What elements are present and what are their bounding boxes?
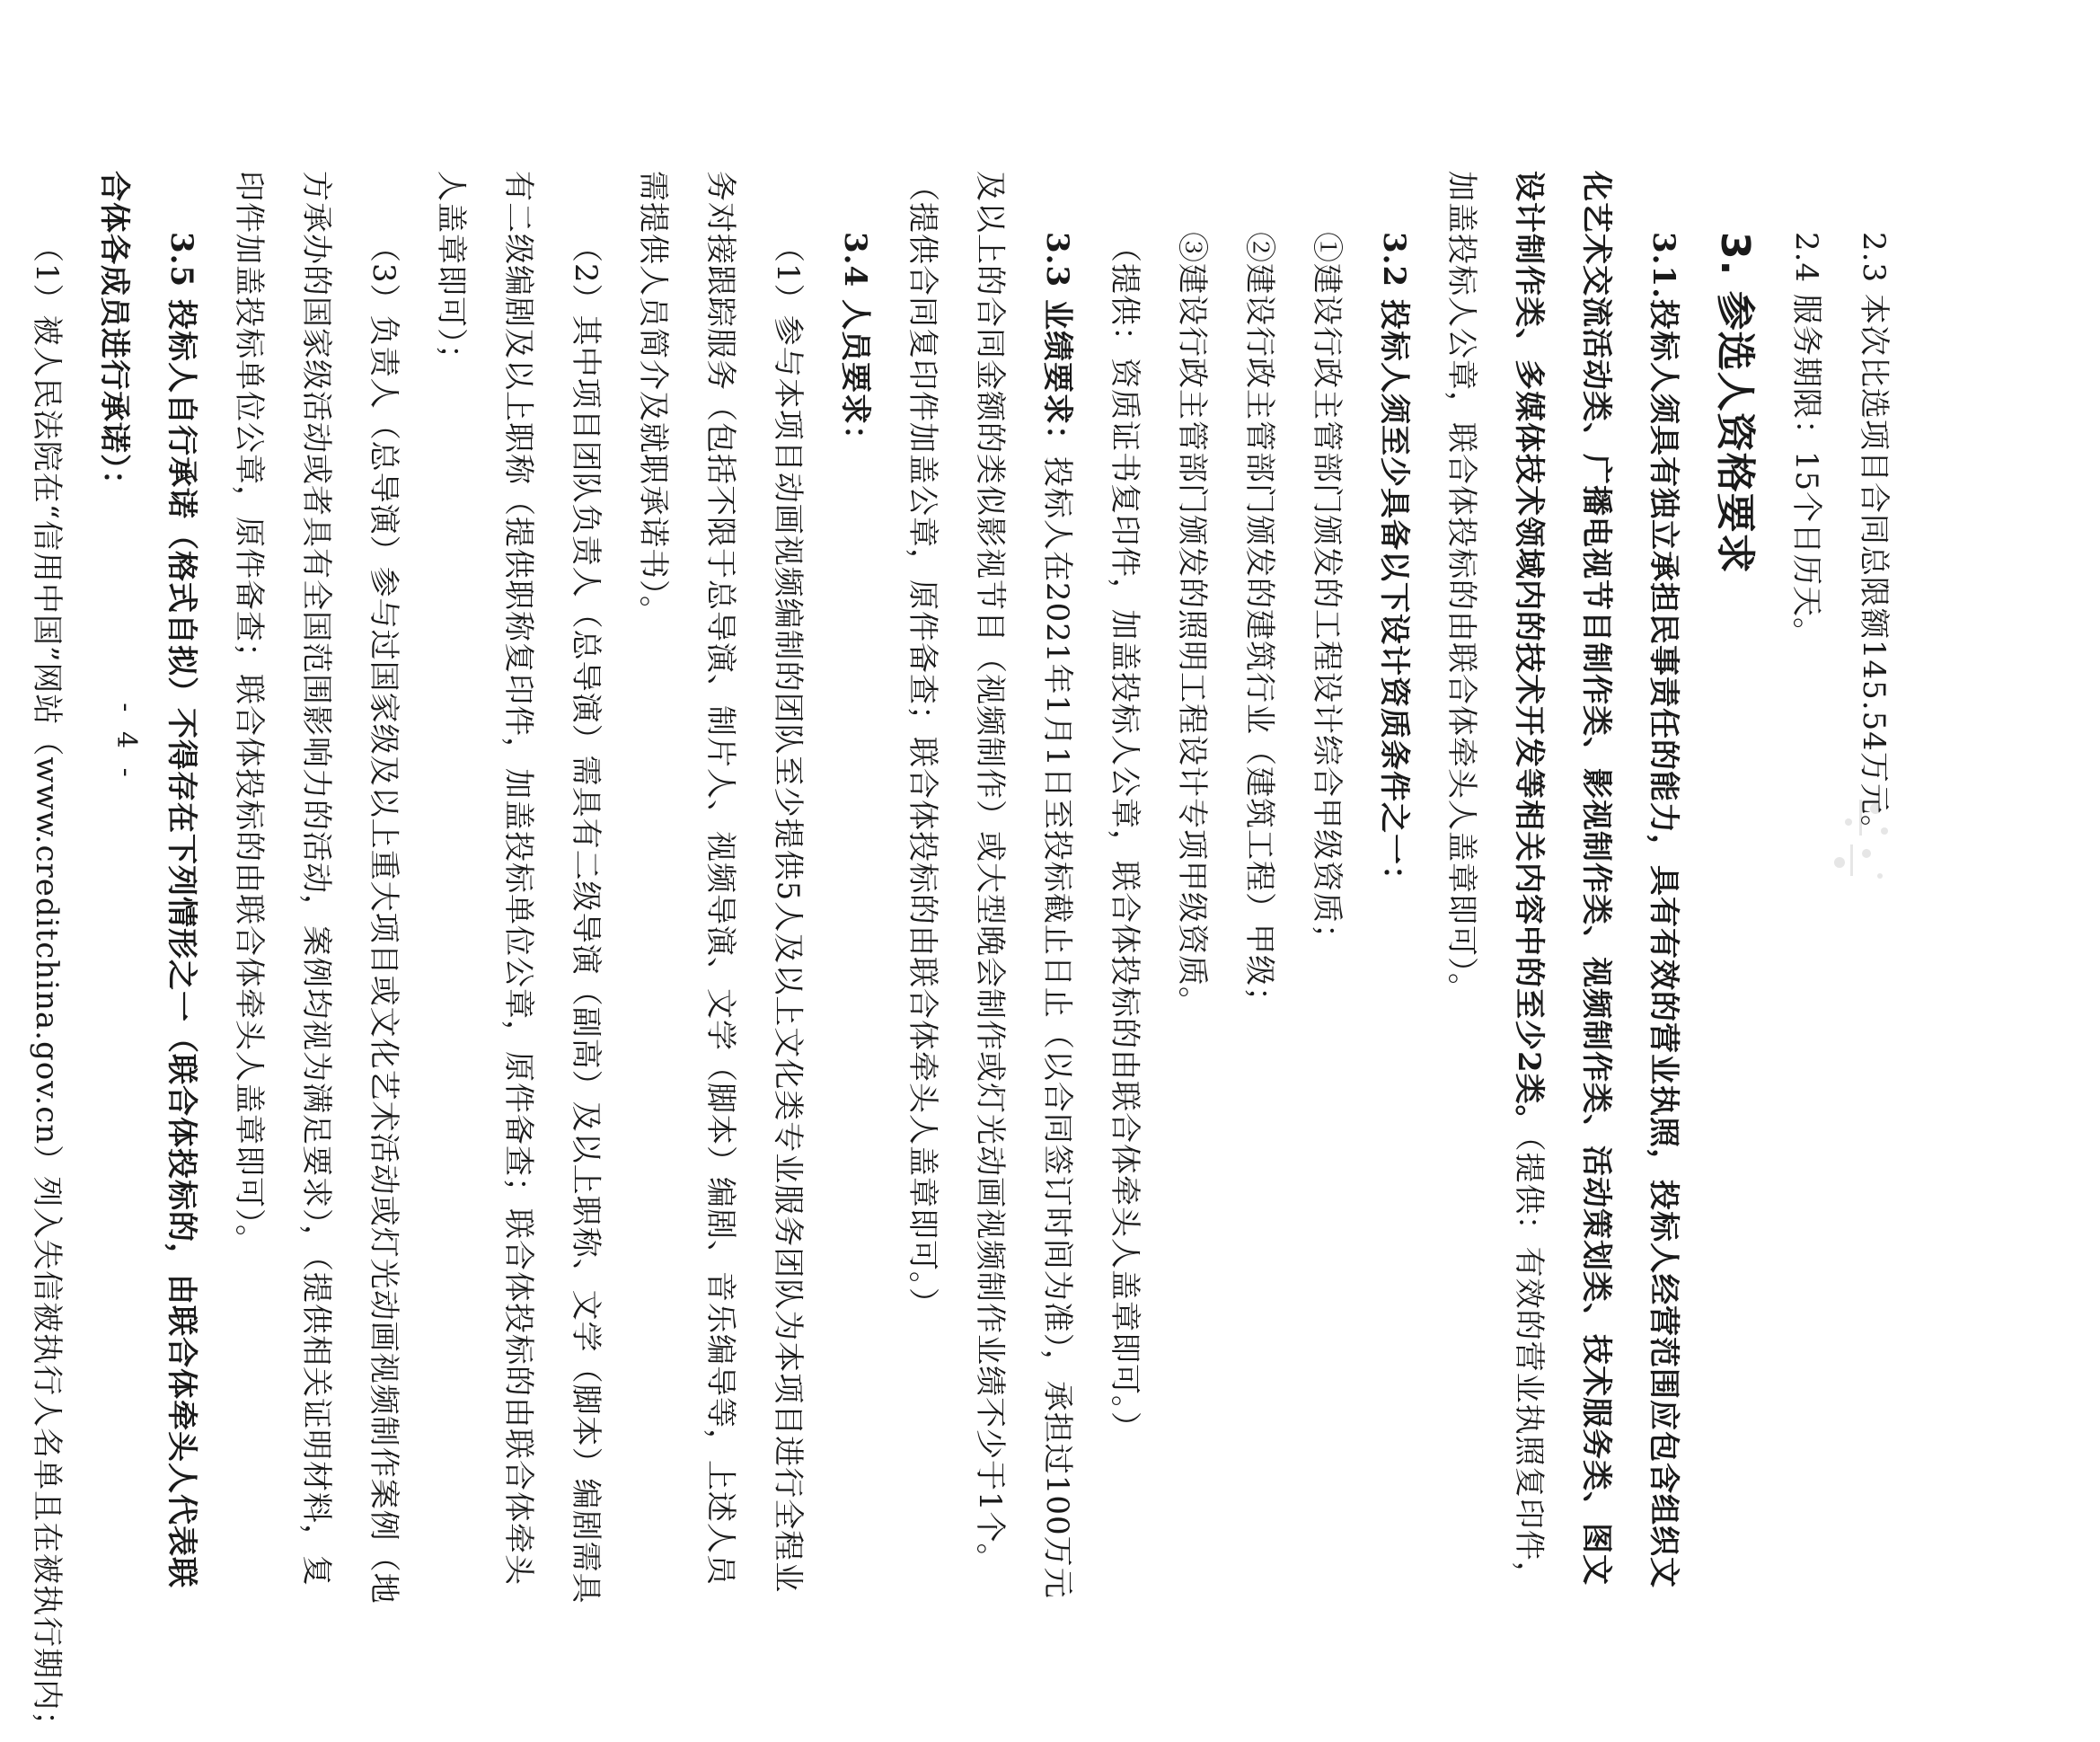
line-2-4: 2.4 服务期限：15个日历天。 [1788,232,1824,650]
para-3-4-3-line3: 印件加盖投标单位公章，原件备查；联合体投标的由联合体牵头人盖章即可）。 [231,171,267,1256]
para-3-4-2-line2: 有二级编剧及以上职称（提供职称复印件，加盖投标单位公章，原件备查；联合体投标的由联合体牵头 [500,171,536,1586]
para-3-4-2-line3: 人盖章即可）； [433,171,469,376]
page-number: - 4 - [110,703,142,783]
para-3-4-3-line1: （3）负责人（总导演）参与过国家级及以上重大项目或文化艺术活动或灯光动画视频制作案例（地 [366,232,401,1605]
para-3-3-line3: （提供合同复印件加盖公章，原件备查；联合体投标的由联合体牵头人盖章即可。） [904,171,940,1319]
para-3-2: 3.2 投标人须至少具备以下设计资质条件之一： [1376,232,1412,897]
para-3-3-label: 3.3 业绩要求： [1039,232,1075,456]
para-3-4-1-line3: 需提供人员简介及就职承诺书）。 [635,171,671,627]
line-2-3: 2.3 本次比选项目合同总限额145.54万元。 [1856,232,1892,846]
section-heading-3: 3. 参选人资格要求 [1712,232,1758,574]
para-3-3-line2: 及以上的合同金额的类似影视节目（视频制作）或大型晚会制作或灯光动画视频制作业绩不少于1个。 [972,171,1008,1575]
document-body [0,171,1907,1742]
para-3-4-2-line1: （2）其中项目团队负责人（总导演）需具有二级导演（副高）及以上职称、文学（脚本）编剧需具 [568,232,604,1605]
para-3-5-line1: 3.5 投标人自行承诺（格式自拟）不得存在下列情形之一（联合体投标的，由联合体牵头人代表联 [163,232,199,1588]
para-3-1-line4: 加盖投标人公章，联合体投标的由联合体牵头人盖章即可）。 [1443,171,1479,1004]
para-3-1-line2: 化艺术交流活动类、广播电视节目制作类、影视制作类、视频制作类、活动策划类、技术服务类、图文 [1578,171,1614,1586]
para-3-2-item1: ①建设行政主管部门颁发的工程设计综合甲级资质； [1309,232,1345,955]
para-3-1-line3-bold: 设计制作类、多媒体技术领域内的技术开发等相关内容中的至少2类。 [1511,171,1547,1136]
para-3-3-text: 投标人在2021年1月1日至投标截止日止（以合同签订时间为准），承担过100万元 [1039,456,1075,1599]
para-3-4-1-line2: 务对接跟踪服务（包括不限于总导演、制片人、视频导演、文学（脚本）编剧、音乐编导等，上述人员 [702,171,738,1586]
para-3-4-1-line1: （1）参与本项目动画视频编制的团队至少提供5人及以上文化类专业服务团队为本项目进行全程业 [770,232,806,1594]
para-3-5-item2-line1 [0,171,13,1339]
para-3-5-item1: （1）被人民法院在“信用中国”网站（www.creditchina.gov.cn）列入失信被执行人名单且在被执行期内； [29,232,65,1742]
para-3-1-line3 [1495,171,1562,1593]
para-3-5-line2: 合体各成员进行承诺）： [96,171,132,501]
para-3-3-line1 [1023,171,1090,1599]
para-3-2-note: （提供：资质证书复印件，加盖投标人公章，联合体投标的由联合体牵头人盖章即可。） [1107,232,1143,1443]
para-3-2-item3: ③建设行政主管部门颁发的照明工程设计专项甲级资质。 [1174,232,1210,1018]
para-3-1-line1: 3.1.投标人须具有独立承担民事责任的能力，具有有效的营业执照，投标人经营范围应包含组织文 [1646,232,1681,1588]
para-3-1-line3-rest: （提供：有效的营业执照复印件， [1511,1136,1547,1593]
para-3-4: 3.4 人员要求： [837,232,873,456]
para-3-4-3-line2: 方承办的国家级活动或者具有全国范围影响力的活动，案例均视为满足要求），（提供相关证明材料，复 [298,171,334,1587]
para-3-2-item2: ②建设行政主管部门颁发的建筑行业（建筑工程）甲级； [1241,232,1277,1018]
